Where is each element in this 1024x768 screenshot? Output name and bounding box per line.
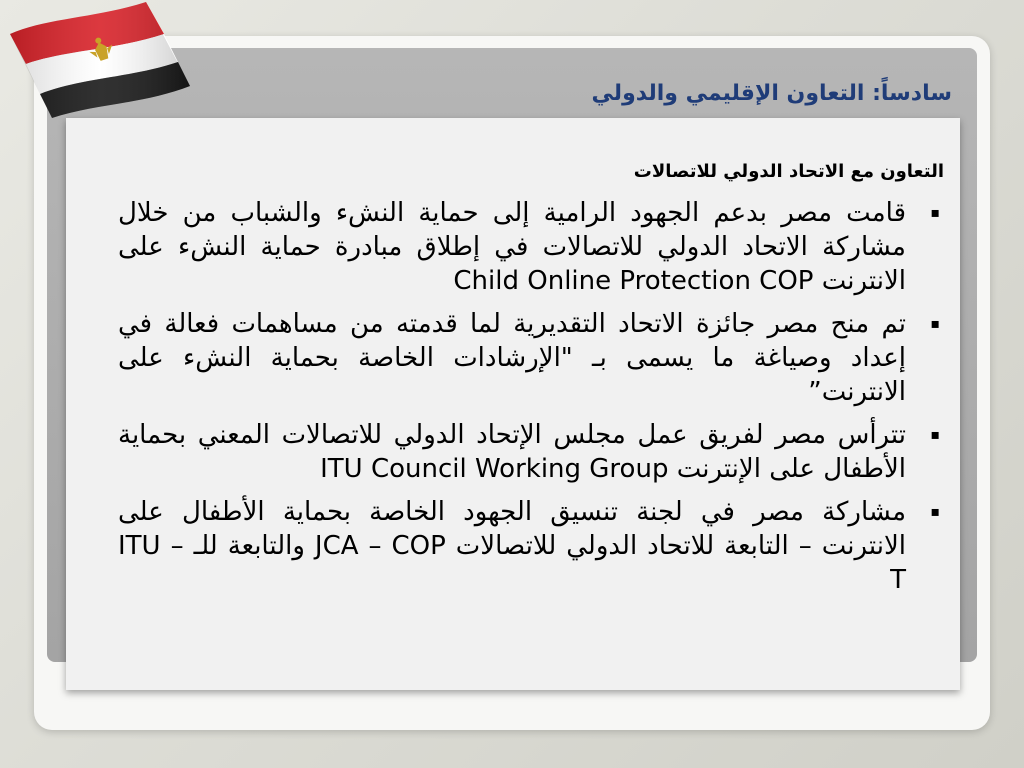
bullet-text: تترأس مصر لفريق عمل مجلس الإتحاد الدولي للاتصالات المعني بحماية الأطفال على الإنترنت ITU Council Working Group	[118, 420, 906, 484]
bullet-item	[118, 418, 948, 486]
section-subheading: التعاون مع الاتحاد الدولي للاتصالات	[633, 161, 944, 182]
bullet-list	[118, 196, 948, 606]
bullet-text: قامت مصر بدعم الجهود الرامية إلى حماية النشء والشباب من خلال مشاركة الاتحاد الدولي للاتصالات في إطلاق مبادرة حماية النشء على الانترنت Child Online Protection COP	[118, 198, 906, 296]
bullet-item	[118, 307, 948, 409]
bullet-marker-icon: ▪	[930, 504, 940, 520]
bullet-marker-icon: ▪	[930, 427, 940, 443]
bullet-marker-icon: ▪	[930, 205, 940, 221]
bullet-text: مشاركة مصر في لجنة تنسيق الجهود الخاصة بحماية الأطفال على الانترنت – التابعة للاتحاد الدولي للاتصالات JCA – COP والتابعة للـ ITU – T	[118, 497, 906, 595]
bullet-item	[118, 495, 948, 597]
bullet-marker-icon: ▪	[930, 316, 940, 332]
egypt-flag-icon	[6, 0, 192, 120]
bullet-text: تم منح مصر جائزة الاتحاد التقديرية لما قدمته من مساهمات فعالة في إعداد وصياغة ما يسمى بـ "الإرشادات الخاصة بحماية النشء على الانترنت”	[118, 309, 906, 407]
bullet-item	[118, 196, 948, 298]
slide-title: سادساً: التعاون الإقليمي والدولي	[591, 81, 952, 106]
